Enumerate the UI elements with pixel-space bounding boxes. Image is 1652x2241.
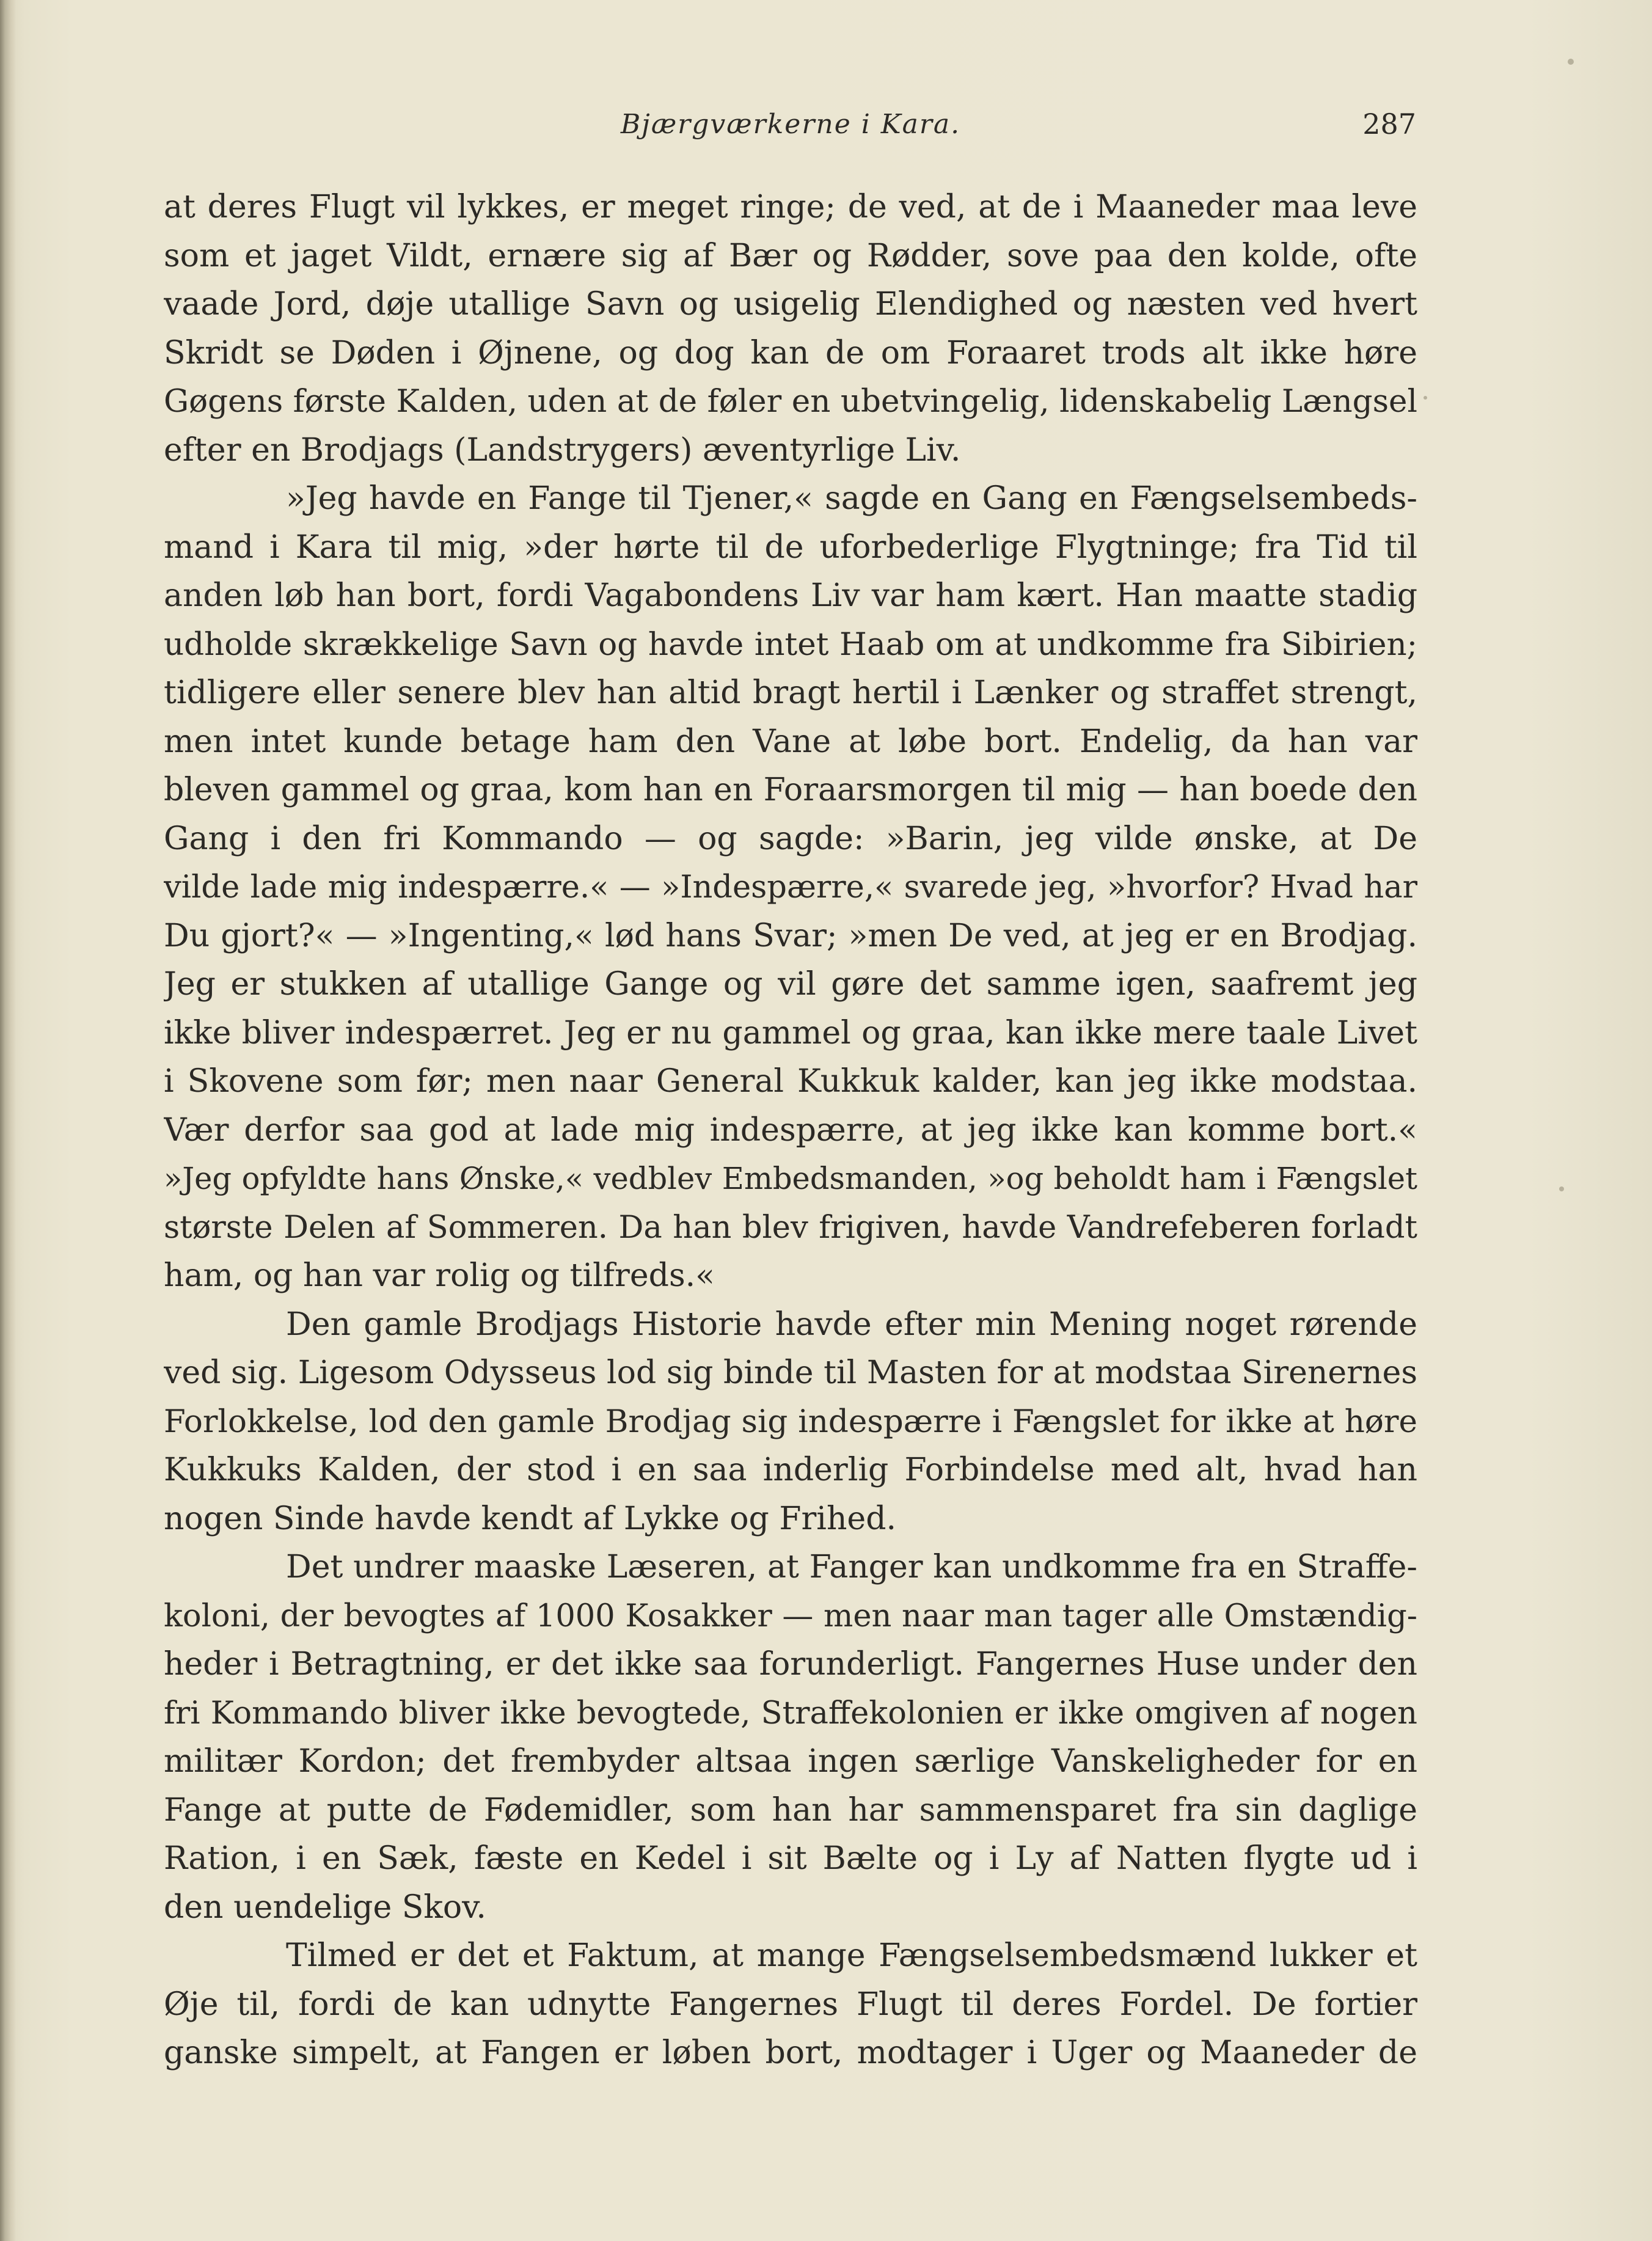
page-number: 287 (1362, 108, 1416, 141)
text-line: Vær derfor saa god at lade mig indespærre, at jeg ikke kan komme bort.« (164, 1111, 1417, 1149)
text-line: nogen Sinde havde kendt af Lykke og Frihed. (164, 1500, 897, 1537)
body-text (164, 183, 1417, 2078)
text-line: ganske simpelt, at Fangen er løben bort, modtager i Uger og Maaneder de (164, 2034, 1417, 2071)
text-line: »Jeg opfyldte hans Ønske,« vedblev Embedsmanden, »og beholdt ham i Fængslet (164, 1161, 1417, 1196)
page-binding-edge (0, 0, 16, 2241)
text-line: ved sig. Ligesom Odysseus lod sig binde til Masten for at modstaa Sirenernes (164, 1354, 1417, 1391)
text-line: som et jaget Vildt, ernære sig af Bær og Rødder, sove paa den kolde, ofte (164, 237, 1417, 274)
text-line: militær Kordon; det frembyder altsaa ingen særlige Vanskeligheder for en (164, 1743, 1417, 1780)
text-line: Øje til, fordi de kan udnytte Fangernes Flugt til deres Fordel. De fortier (164, 1986, 1417, 2023)
text-line: Gang i den fri Kommando — og sagde: »Barin, jeg vilde ønske, at De (164, 820, 1417, 857)
text-line: efter en Brodjags (Landstrygers) æventyrlige Liv. (164, 431, 961, 469)
text-line: Gøgens første Kalden, uden at de føler en ubetvingelig, lidenskabelig Længsel (164, 383, 1417, 420)
text-line: heder i Betragtning, er det ikke saa forunderligt. Fangernes Huse under den (164, 1646, 1417, 1683)
text-line: Den gamle Brodjags Historie havde efter min Mening noget rørende (286, 1306, 1417, 1343)
text-line: Tilmed er det et Faktum, at mange Fængselsembedsmænd lukker et (286, 1937, 1417, 1974)
paper-speck (1568, 59, 1574, 65)
text-line: tidligere eller senere blev han altid bragt hertil i Lænker og straffet strengt, (164, 674, 1417, 711)
text-line: koloni, der bevogtes af 1000 Kosakker — men naar man tager alle Omstændig- (164, 1598, 1417, 1634)
text-line: Skridt se Døden i Øjnene, og dog kan de om Foraaret trods alt ikke høre (164, 334, 1417, 371)
text-line: bleven gammel og graa, kom han en Foraarsmorgen til mig — han boede den (164, 772, 1417, 808)
text-line: Forlokkelse, lod den gamle Brodjag sig indespærre i Fængslet for ikke at høre (164, 1403, 1417, 1440)
text-line: Kukkuks Kalden, der stod i en saa inderlig Forbindelse med alt, hvad han (164, 1452, 1417, 1488)
paper-speck (1559, 1186, 1564, 1191)
text-line: udholde skrækkelige Savn og havde intet Haab om at undkomme fra Sibirien; (164, 626, 1417, 663)
text-line: at deres Flugt vil lykkes, er meget ringe; de ved, at de i Maaneder maa leve (164, 189, 1417, 225)
text-line: »Jeg havde en Fange til Tjener,« sagde en Gang en Fængselsembeds- (286, 480, 1417, 517)
text-line: største Delen af Sommeren. Da han blev frigiven, havde Vandrefeberen forladt (164, 1209, 1417, 1246)
text-line: Du gjort?« — »Ingenting,« lød hans Svar; »men De ved, at jeg er en Brodjag. (164, 917, 1417, 954)
text-line: vilde lade mig indespærre.« — »Indespærre,« svarede jeg, »hvorfor? Hvad har (164, 869, 1417, 905)
text-line: Det undrer maaske Læseren, at Fanger kan undkomme fra en Straffe- (286, 1549, 1417, 1585)
running-title: Bjærgværkerne i Kara. (620, 109, 961, 140)
text-line: i Skovene som før; men naar General Kukkuk kalder, kan jeg ikke modstaa. (164, 1063, 1417, 1100)
text-line: men intet kunde betage ham den Vane at løbe bort. Endelig, da han var (164, 723, 1417, 760)
text-line: ikke bliver indespærret. Jeg er nu gammel og graa, kan ikke mere taale Livet (164, 1014, 1417, 1051)
paper-speck (1424, 396, 1427, 400)
text-line: den uendelige Skov. (164, 1888, 486, 1926)
text-line: mand i Kara til mig, »der hørte til de uforbederlige Flygtninge; fra Tid til (164, 528, 1417, 566)
text-line: Ration, i en Sæk, fæste en Kedel i sit Bælte og i Ly af Natten flygte ud i (164, 1840, 1417, 1877)
text-line: fri Kommando bliver ikke bevogtede, Straffekolonien er ikke omgiven af nogen (164, 1695, 1417, 1731)
text-line: Fange at putte de Fødemidler, som han har sammensparet fra sin daglige (164, 1791, 1417, 1829)
text-line: ham, og han var rolig og tilfreds.« (164, 1257, 715, 1294)
text-line: anden løb han bort, fordi Vagabondens Liv var ham kært. Han maatte stadig (164, 577, 1417, 614)
text-line: Jeg er stukken af utallige Gange og vil gøre det samme igen, saafremt jeg (164, 966, 1417, 1003)
page-header (165, 103, 1416, 152)
text-line: vaade Jord, døje utallige Savn og usigelig Elendighed og næsten ved hvert (164, 286, 1417, 323)
